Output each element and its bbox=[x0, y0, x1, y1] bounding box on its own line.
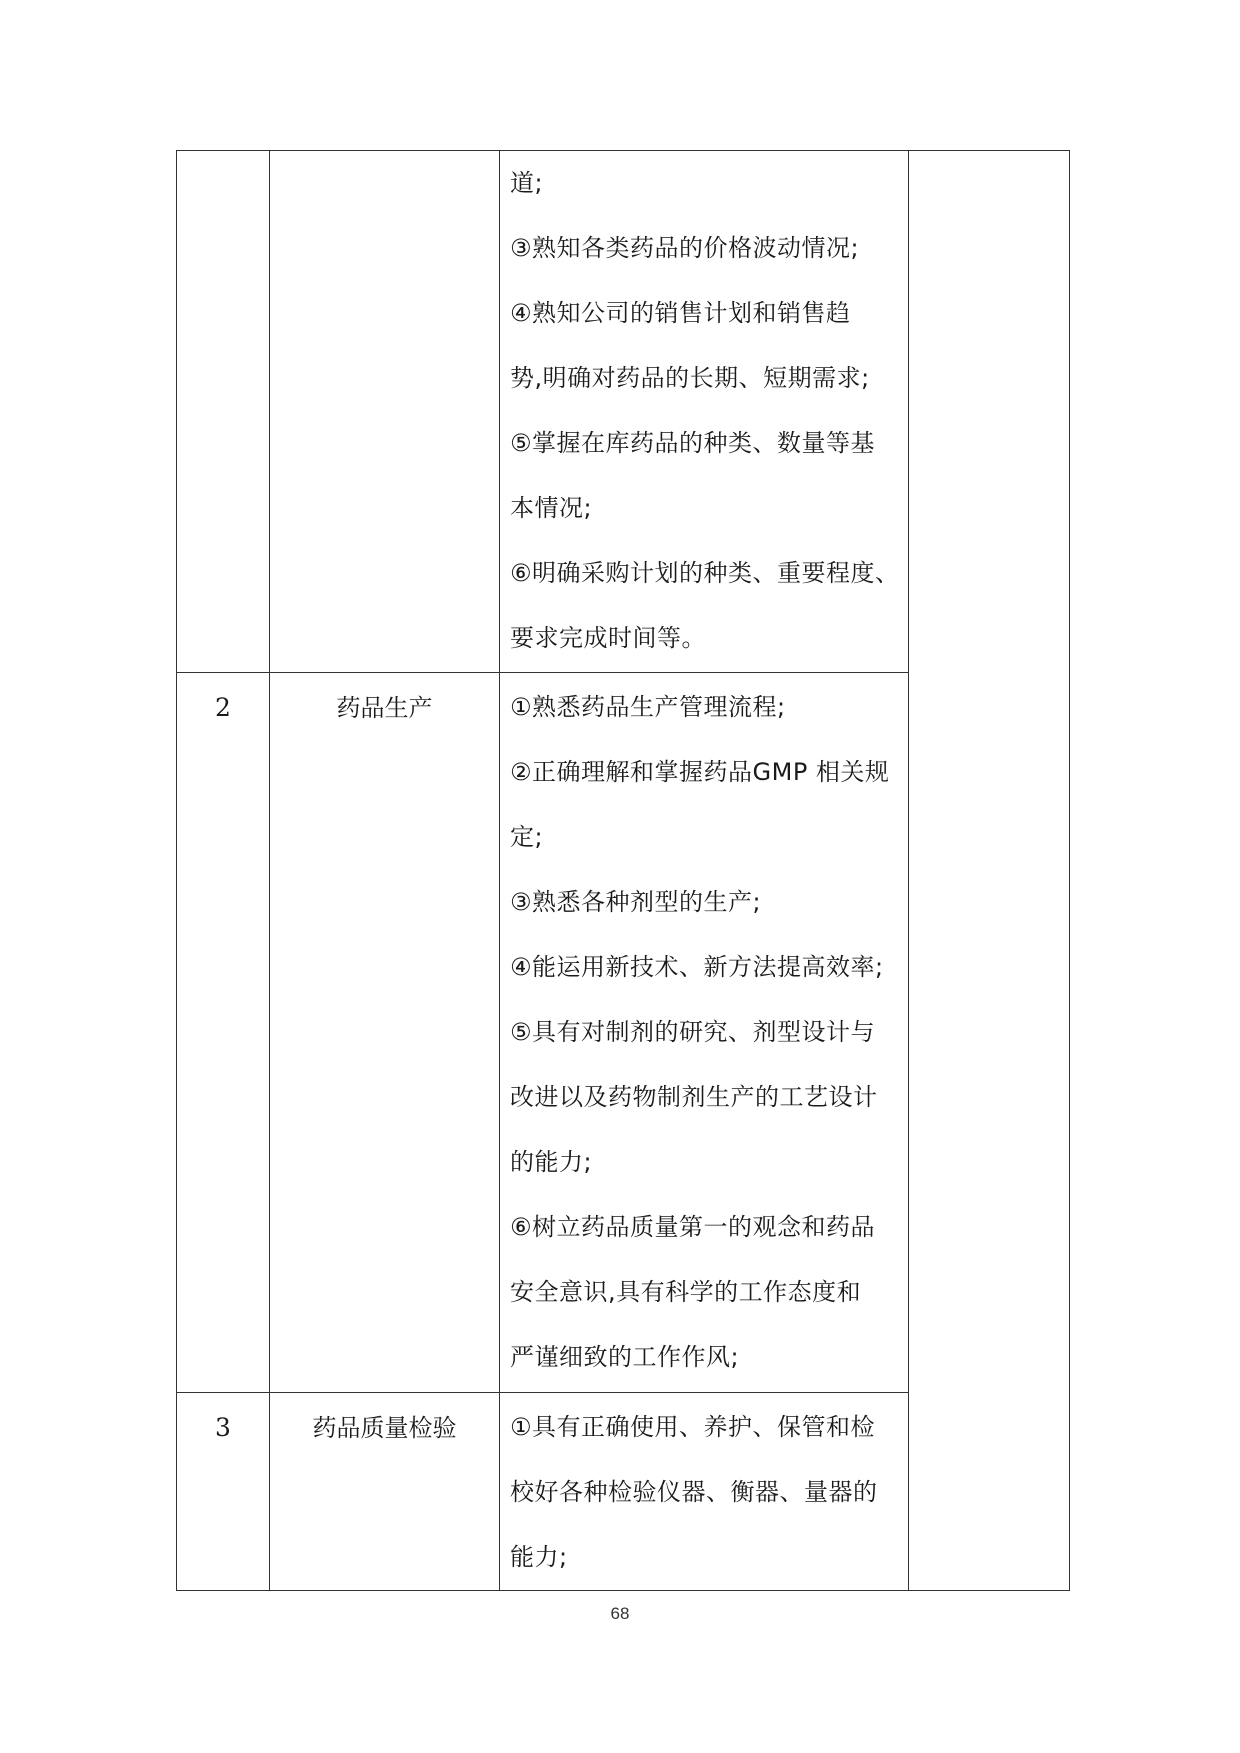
requirements-cell bbox=[500, 1393, 909, 1591]
requirement-line: ④能运用新技术、新方法提高效率; bbox=[510, 953, 884, 981]
requirement-line: 安全意识,具有科学的工作态度和 bbox=[510, 1278, 862, 1306]
row-number-cell: 3 bbox=[177, 1393, 270, 1591]
requirements-table bbox=[176, 150, 1070, 1591]
requirement-line: 的能力; bbox=[510, 1148, 593, 1176]
requirement-line: 校好各种检验仪器、衡器、量器的 bbox=[510, 1478, 878, 1506]
requirement-line: 定; bbox=[510, 823, 544, 851]
requirement-line: ①具有正确使用、养护、保管和检 bbox=[510, 1413, 876, 1441]
row-number-cell bbox=[177, 151, 270, 673]
requirement-line: ⑤掌握在库药品的种类、数量等基 bbox=[510, 429, 876, 457]
requirement-line: ③熟悉各种剂型的生产; bbox=[510, 888, 762, 916]
requirement-line: 改进以及药物制剂生产的工艺设计 bbox=[510, 1083, 878, 1111]
table-row bbox=[177, 151, 1070, 673]
requirement-line: 势,明确对药品的长期、短期需求; bbox=[510, 364, 870, 392]
page-number: 68 bbox=[610, 1604, 630, 1623]
requirement-line: ⑥明确采购计划的种类、重要程度、 bbox=[510, 559, 900, 587]
requirement-line: 本情况; bbox=[510, 494, 593, 522]
requirement-line: ⑤具有对制剂的研究、剂型设计与 bbox=[510, 1018, 876, 1046]
requirements-cell bbox=[500, 673, 909, 1393]
row-number-cell: 2 bbox=[177, 673, 270, 1393]
requirement-line: ⑥树立药品质量第一的观念和药品 bbox=[510, 1213, 876, 1241]
requirements-cell bbox=[500, 151, 909, 673]
requirement-line: 要求完成时间等。 bbox=[510, 624, 706, 652]
requirement-line: ③熟知各类药品的价格波动情况; bbox=[510, 234, 860, 262]
row-name-cell bbox=[270, 151, 500, 673]
requirement-line: 严谨细致的工作作风; bbox=[510, 1343, 740, 1371]
requirement-line: ④熟知公司的销售计划和销售趋 bbox=[510, 299, 851, 327]
row-name-cell: 药品生产 bbox=[270, 673, 500, 1393]
row-name-cell: 药品质量检验 bbox=[270, 1393, 500, 1591]
requirement-line: ①熟悉药品生产管理流程; bbox=[510, 693, 786, 721]
remarks-cell bbox=[908, 151, 1069, 1591]
requirement-line: 能力; bbox=[510, 1543, 568, 1571]
requirement-line: 道; bbox=[510, 169, 544, 197]
requirement-line: ②正确理解和掌握药品GMP 相关规 bbox=[510, 758, 890, 786]
